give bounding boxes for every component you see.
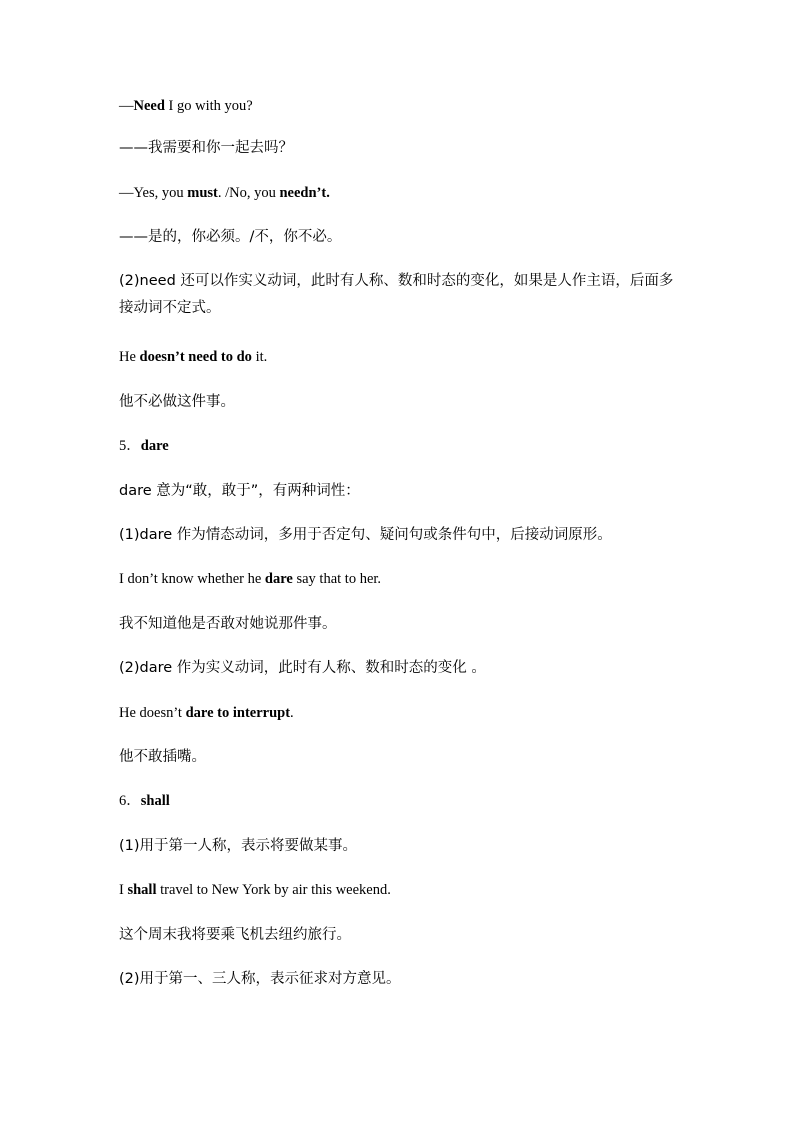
- translation-shall-first-person: 这个周末我将要乘飞机去纽约旅行。: [119, 927, 351, 943]
- translation-dare-modal: 我不知道他是否敢对她说那件事。: [119, 616, 337, 632]
- example-dare-main-verb: He doesn’t dare to interrupt.: [119, 705, 294, 721]
- rule-shall-first-person: (1)用于第一人称，表示将要做某事。: [119, 838, 358, 854]
- example-need-answer: —Yes, you must. /No, you needn’t.: [119, 185, 330, 201]
- section-heading-dare: 5．dare: [119, 438, 169, 454]
- translation-need-answer: ——是的，你必须。/不，你不必。: [119, 229, 342, 245]
- rule-shall-opinion: (2)用于第一、三人称，表示征求对方意见。: [119, 971, 401, 987]
- rule-dare-main-verb: (2)dare 作为实义动词，此时有人称、数和时态的变化 。: [119, 660, 486, 676]
- example-need-question: —Need I go with you?: [119, 98, 253, 114]
- example-dare-modal: I don’t know whether he dare say that to her.: [119, 571, 382, 587]
- section-heading-shall: 6．shall: [119, 793, 170, 809]
- rule-need-main-verb: (2)need 还可以作实义动词，此时有人称、数和时态的变化，如果是人作主语，后面多接动词不定式。: [119, 273, 674, 316]
- rule-dare-modal: (1)dare 作为情态动词，多用于否定句、疑问句或条件句中，后接动词原形。: [119, 527, 612, 543]
- translation-need-main-verb: 他不必做这件事。: [119, 394, 235, 410]
- example-shall-first-person: I shall travel to New York by air this weekend.: [119, 882, 391, 898]
- example-need-main-verb: He doesn’t need to do it.: [119, 349, 268, 365]
- dare-definition: dare 意为“敢，敢于”，有两种词性：: [119, 483, 360, 499]
- translation-dare-main-verb: 他不敢插嘴。: [119, 749, 206, 765]
- translation-need-question: ——我需要和你一起去吗？: [119, 140, 293, 156]
